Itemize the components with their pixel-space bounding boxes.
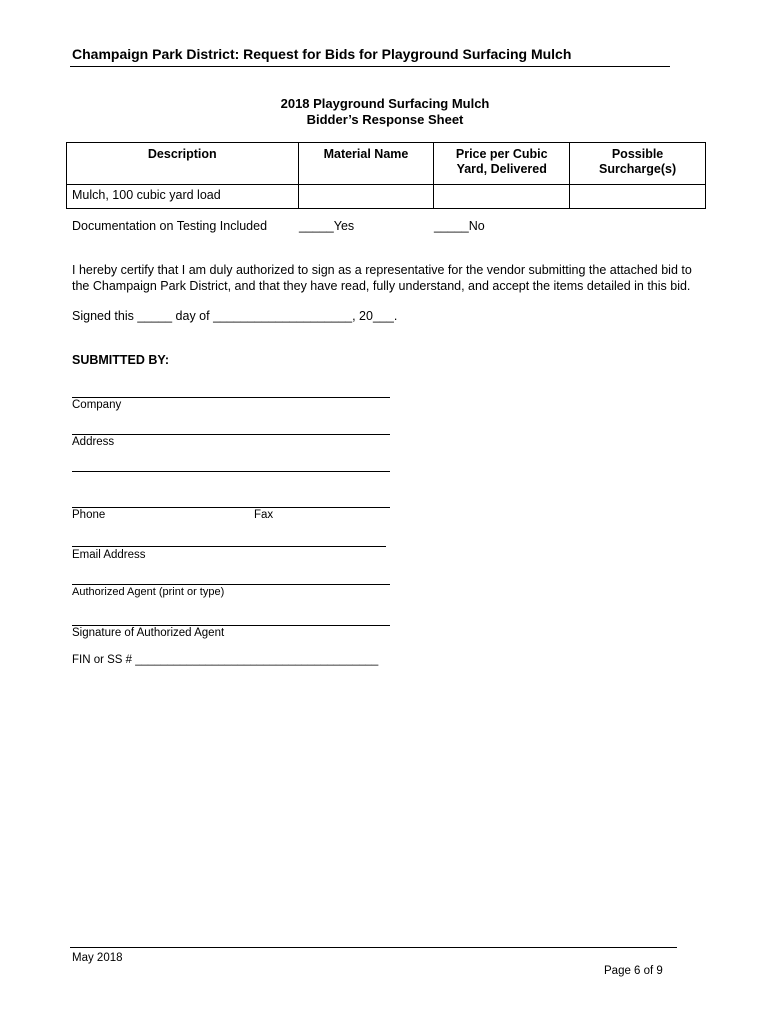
- surcharge-input-cell[interactable]: [570, 185, 706, 209]
- fin-ss-field[interactable]: FIN or SS # ______________________________________: [72, 654, 379, 666]
- address-label: Address: [72, 436, 115, 448]
- document-header-title: Champaign Park District: Request for Bids for Playground Surfacing Mulch: [72, 46, 572, 62]
- surcharge-header-line-2: Surcharge(s): [599, 162, 677, 176]
- testing-yes-option[interactable]: _____Yes: [299, 219, 355, 233]
- table-header-row: [67, 143, 706, 185]
- column-header-price: [434, 143, 570, 185]
- signed-date-line[interactable]: Signed this _____ day of ____________________, 20___.: [72, 309, 398, 323]
- testing-no-option[interactable]: _____No: [434, 219, 485, 233]
- address-input-line[interactable]: [72, 434, 390, 435]
- footer-date: May 2018: [72, 952, 123, 964]
- address-input-line-2[interactable]: [72, 471, 390, 472]
- company-label: Company: [72, 399, 122, 411]
- material-name-input-cell[interactable]: [298, 185, 434, 209]
- table-row: [67, 185, 706, 209]
- column-header-surcharge: [570, 143, 706, 185]
- company-input-line[interactable]: [72, 397, 390, 398]
- signature-label: Signature of Authorized Agent: [72, 627, 225, 639]
- surcharge-header-line-1: Possible: [611, 147, 664, 161]
- phone-label: Phone: [72, 509, 106, 521]
- email-label: Email Address: [72, 549, 146, 561]
- signature-input-line[interactable]: [72, 625, 390, 626]
- phone-fax-input-line[interactable]: [72, 507, 390, 508]
- column-header-material-name: Material Name: [298, 143, 434, 185]
- submitted-by-heading: SUBMITTED BY:: [72, 353, 169, 367]
- column-header-description: Description: [67, 143, 299, 185]
- header-divider: [70, 66, 670, 67]
- email-input-line[interactable]: [72, 546, 386, 547]
- certification-line-2: the Champaign Park District, and that they have read, fully understand, and accept the items detailed in this bid.: [72, 279, 691, 293]
- document-title: 2018 Playground Surfacing Mulch: [280, 96, 490, 111]
- price-input-cell[interactable]: [434, 185, 570, 209]
- bid-response-table: [66, 142, 706, 209]
- fax-label: Fax: [254, 509, 274, 521]
- row-description-cell: Mulch, 100 cubic yard load: [67, 185, 299, 209]
- authorized-agent-input-line[interactable]: [72, 584, 390, 585]
- page-number: Page 6 of 9: [604, 965, 663, 977]
- testing-label: Documentation on Testing Included: [72, 219, 268, 233]
- footer-divider: [70, 947, 677, 948]
- document-subtitle: Bidder’s Response Sheet: [306, 112, 464, 127]
- certification-line-1: I hereby certify that I am duly authorized to sign as a representative for the vendor submitting the attached bid to: [72, 263, 692, 277]
- authorized-agent-label: Authorized Agent (print or type): [72, 586, 225, 598]
- price-header-line-1: Price per Cubic: [455, 147, 548, 161]
- price-header-line-2: Yard, Delivered: [456, 162, 547, 176]
